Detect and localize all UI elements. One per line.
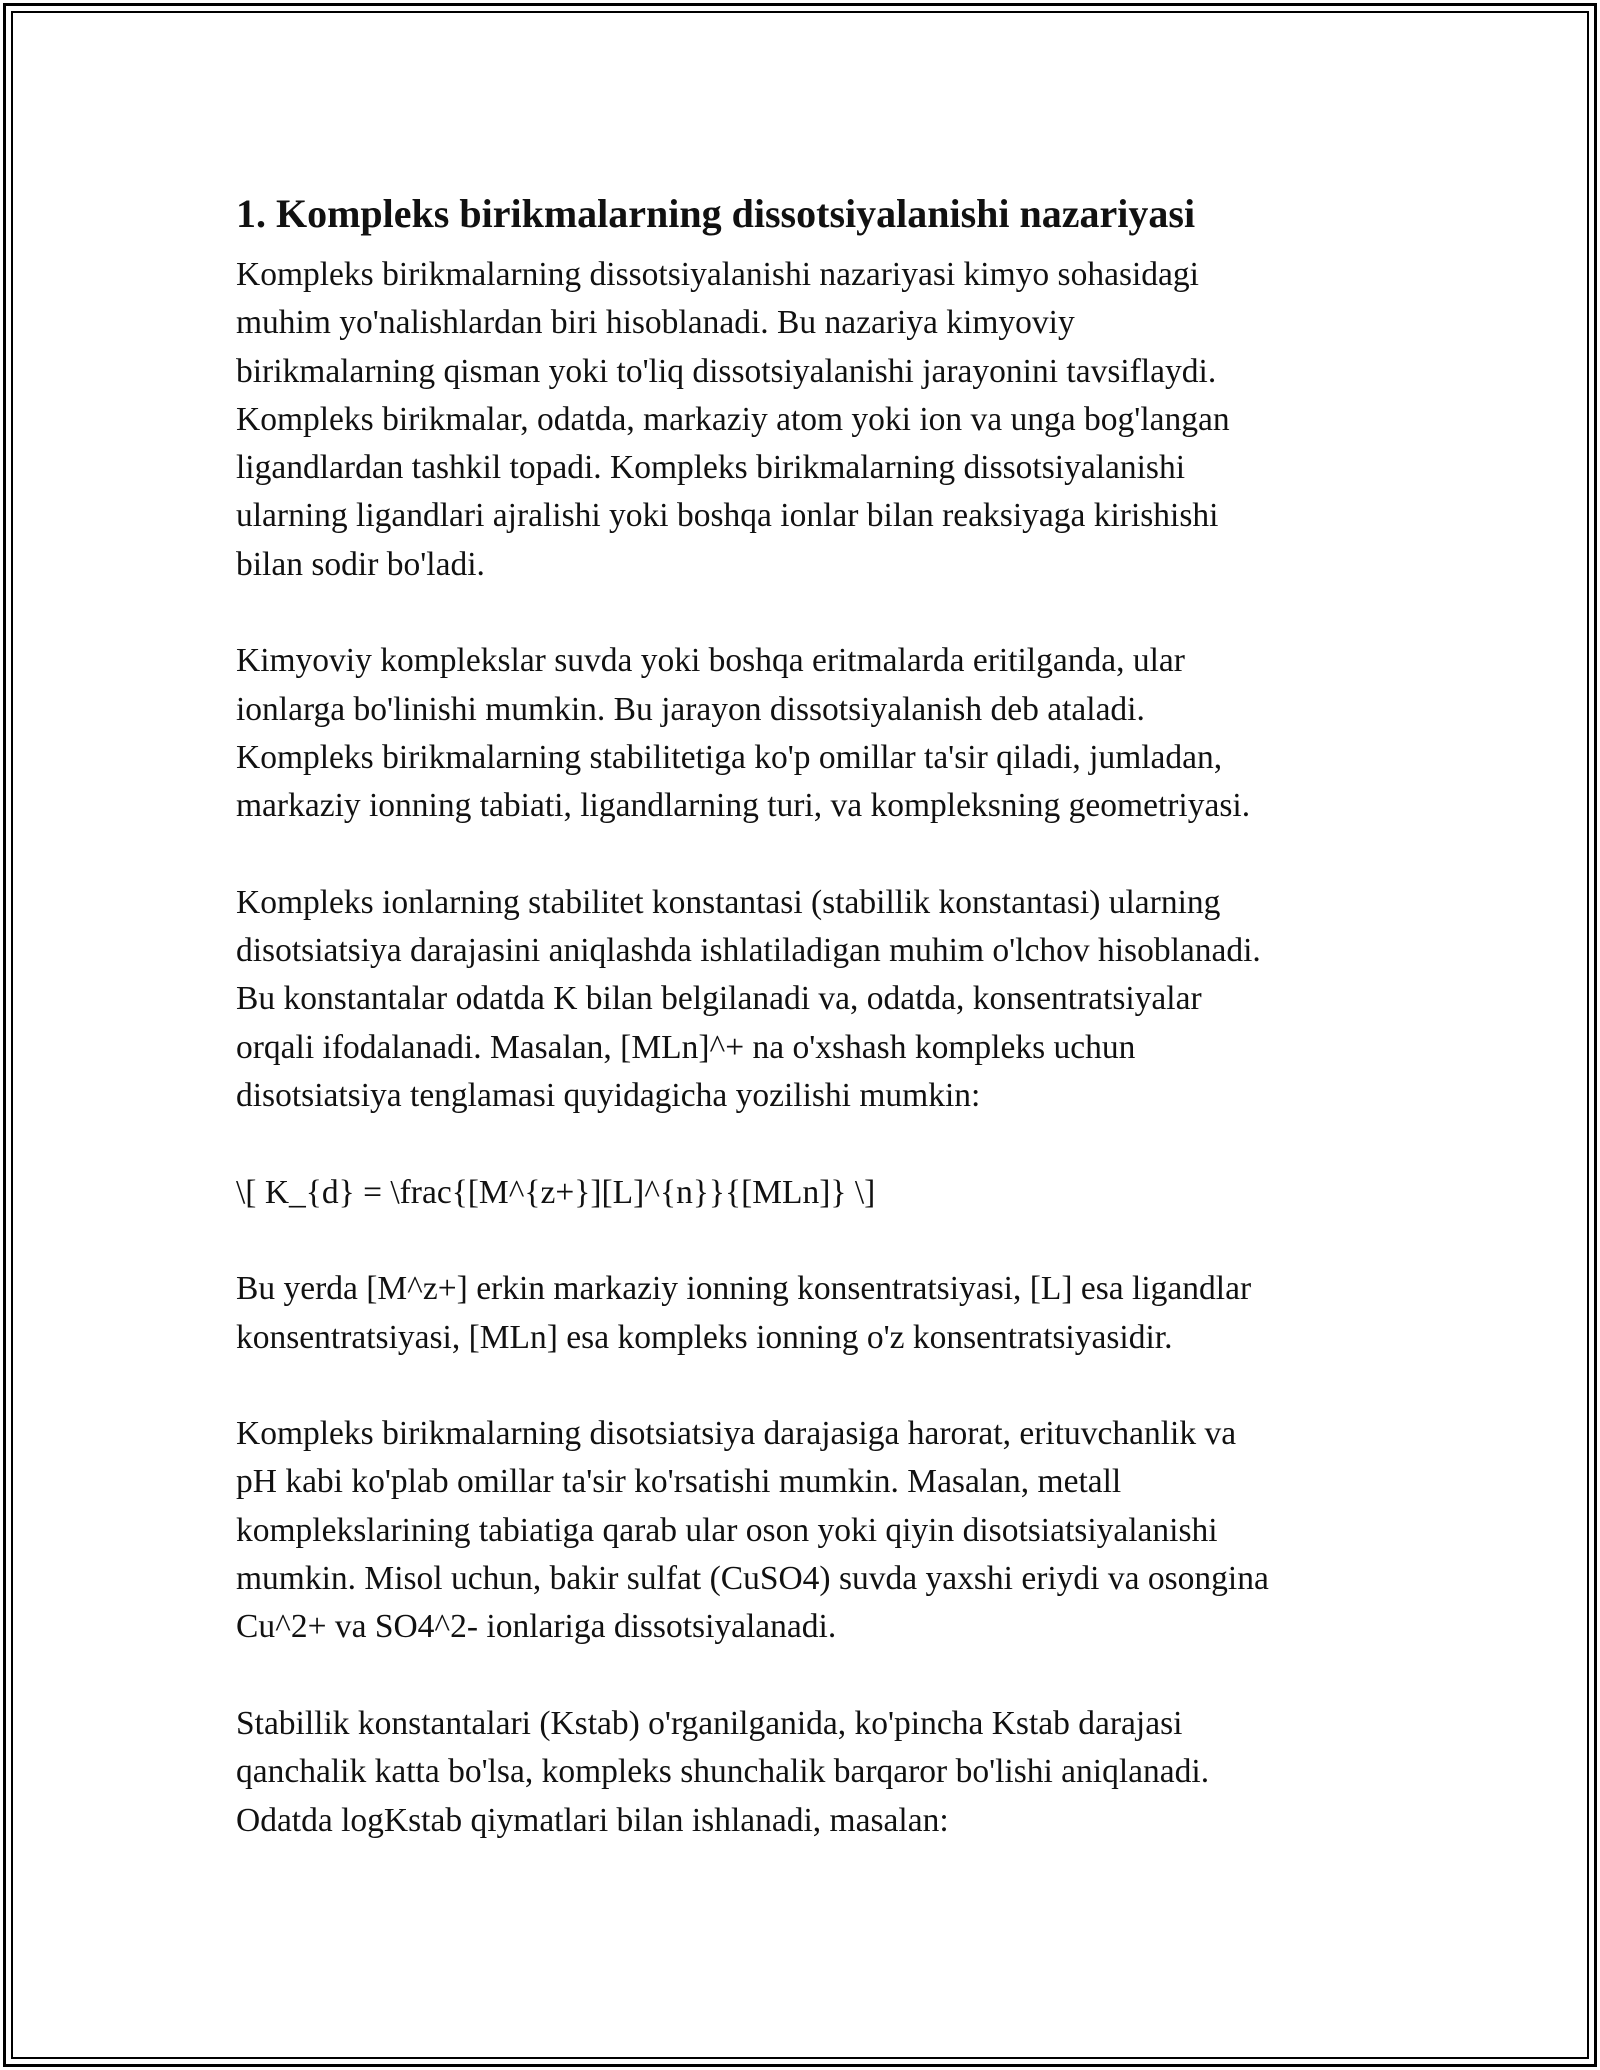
paragraph-complexes	[236, 637, 1366, 830]
text-line: orqali ifodalanadi. Masalan, [MLn]^+ na o'xshash kompleks uchun	[236, 1028, 1136, 1066]
text-line: Cu^2+ va SO4^2- ionlariga dissotsiyalanadi.	[236, 1608, 837, 1646]
paragraph-equation-explanation	[236, 1265, 1366, 1362]
text-line: komplekslarining tabiatiga qarab ular oson yoki qiyin disotsiatsiyalanishi	[236, 1511, 1218, 1549]
text-line: ularning ligandlari ajralishi yoki boshqa ionlar bilan reaksiyaga kirishishi	[236, 497, 1219, 535]
paragraph-kstab	[236, 1700, 1366, 1845]
text-line: disotsiatsiya tenglamasi quyidagicha yozilishi mumkin:	[236, 1077, 981, 1115]
text-line: Kompleks birikmalarning dissotsiyalanishi nazariyasi kimyo sohasidagi	[236, 256, 1199, 293]
document-body	[236, 183, 1366, 1845]
text-line: Kompleks ionlarning stabilitet konstantasi (stabillik konstantasi) ularning	[236, 883, 1221, 921]
text-line: konsentratsiyasi, [MLn] esa kompleks ionning o'z konsentratsiyasidir.	[236, 1318, 1173, 1356]
text-line: Kompleks birikmalarning stabilitetiga ko'p omillar ta'sir qiladi, jumladan,	[236, 738, 1223, 776]
text-line: Bu yerda [M^z+] erkin markaziy ionning konsentratsiyasi, [L] esa ligandlar	[236, 1270, 1252, 1308]
text-line: Bu konstantalar odatda K bilan belgilanadi va, odatda, konsentratsiyalar	[236, 980, 1202, 1018]
text-line: Kimyoviy komplekslar suvda yoki boshqa eritmalarda eritilganda, ular	[236, 642, 1185, 680]
text-line: ligandlardan tashkil topadi. Kompleks birikmalarning dissotsiyalanishi	[236, 449, 1186, 487]
text-line: Stabillik konstantalari (Kstab) o'rganilganida, ko'pincha Kstab darajasi	[236, 1704, 1183, 1742]
text-line: markaziy ionning tabiati, ligandlarning turi, va kompleksning geometriyasi.	[236, 787, 1251, 825]
paragraph-equation	[236, 1169, 1366, 1217]
paragraph-stability-constant	[236, 879, 1366, 1120]
equation-line: \[ K_{d} = \frac{[M^{z+}][L]^{n}}{[MLn]} \]	[236, 1173, 876, 1211]
text-line: disotsiatsiya darajasini aniqlashda ishlatiladigan muhim o'lchov hisoblanadi.	[236, 932, 1261, 970]
text-line: mumkin. Misol uchun, bakir sulfat (CuSO4) suvda yaxshi eriydi va osongina	[236, 1560, 1269, 1598]
text-line: Odatda logKstab qiymatlari bilan ishlanadi, masalan:	[236, 1801, 949, 1839]
paragraph-factors	[236, 1410, 1366, 1651]
text-line: Kompleks birikmalarning disotsiatsiya darajasiga harorat, erituvchanlik va	[236, 1415, 1237, 1453]
text-line: muhim yo'nalishlardan biri hisoblanadi. Bu nazariya kimyoviy	[236, 304, 1075, 342]
text-line: pH kabi ko'plab omillar ta'sir ko'rsatishi mumkin. Masalan, metall	[236, 1463, 1122, 1501]
text-line: Kompleks birikmalar, odatda, markaziy atom yoki ion va unga bog'langan	[236, 400, 1230, 438]
text-line: birikmalarning qisman yoki to'liq dissotsiyalanishi jarayonini tavsiflaydi.	[236, 352, 1217, 390]
text-line: bilan sodir bo'ladi.	[236, 545, 485, 583]
document-title: 1. Kompleks birikmalarning dissotsiyalanishi nazariyasi	[236, 191, 1196, 236]
text-line: ionlarga bo'linishi mumkin. Bu jarayon dissotsiyalanish deb ataladi.	[236, 690, 1145, 728]
paragraph-intro	[236, 251, 1366, 589]
text-line: qanchalik katta bo'lsa, kompleks shunchalik barqaror bo'lishi aniqlanadi.	[236, 1753, 1210, 1791]
